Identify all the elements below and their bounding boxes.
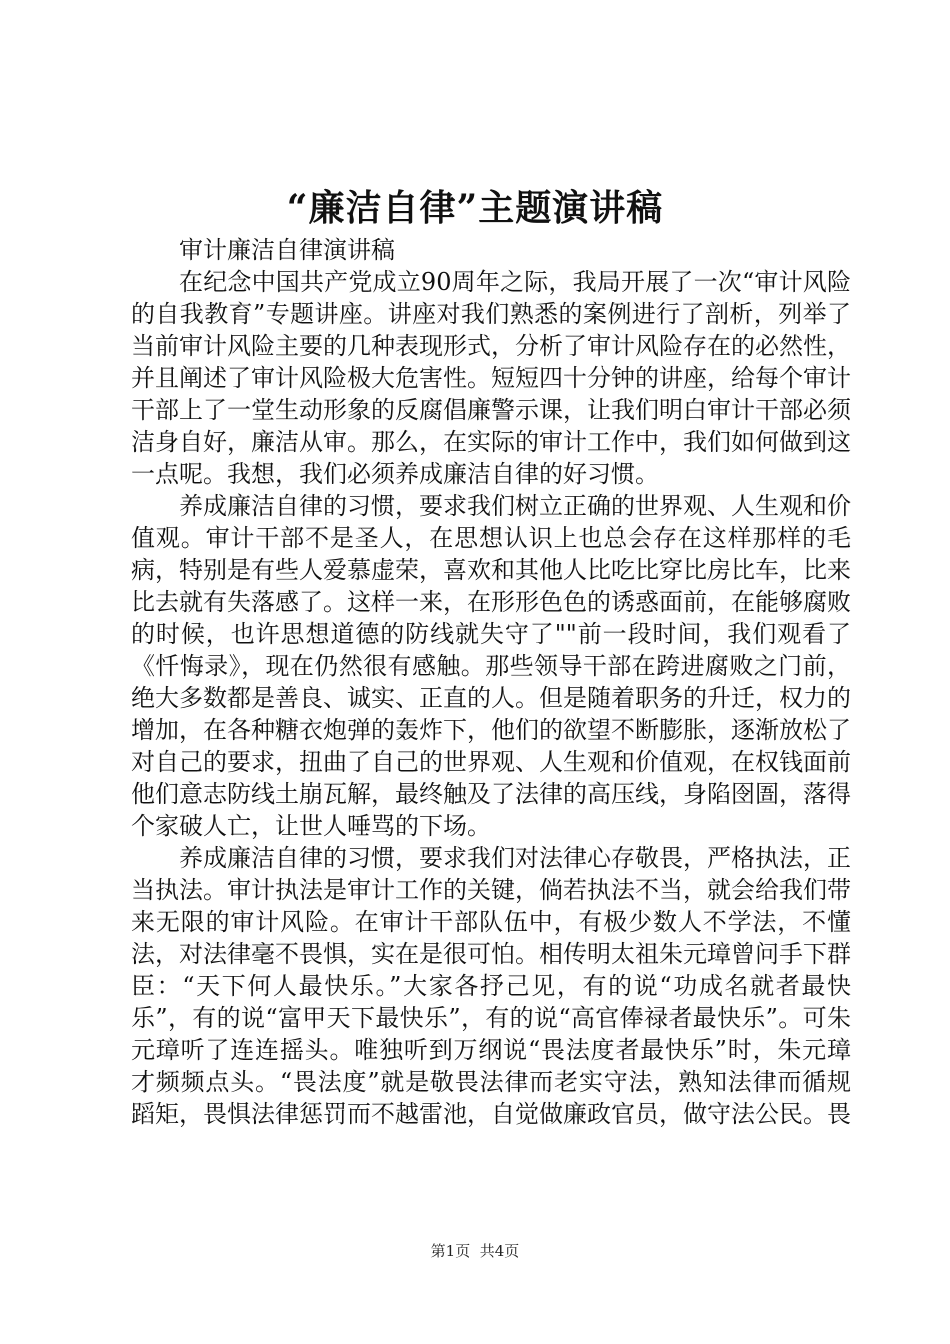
- paragraph: 养成廉洁自律的习惯，要求我们对法律心存敬畏，严格执法，正当执法。审计执法是审计工作的关键，倘若执法不当，就会给我们带来无限的审计风险。在审计干部队伍中，有极少数人不学法，不懂法，对法律毫不畏惧，实在是很可怕。相传明太祖朱元璋曾问手下群臣：“天下何人最快乐。”大家各抒己见，有的说“功成名就者最快乐”，有的说“富甲天下最快乐”，有的说“高官俸禄者最快乐”。可朱元璋听了连连摇头。唯独听到万纲说“畏法度者最快乐”时，朱元璋才频频点头。“畏法度”就是敬畏法律而老实守法，熟知法律而循规蹈矩，畏惧法律惩罚而不越雷池，自觉做廉政官员，做守法公民。畏: [131, 844, 851, 1128]
- document-title: “廉洁自律”主题演讲稿: [286, 187, 664, 229]
- page-total: 共4页: [479, 1242, 520, 1260]
- page-footer: [0, 1240, 950, 1262]
- paragraph-subtitle: 审计廉洁自律演讲稿: [179, 236, 395, 264]
- document-body: [131, 234, 851, 1130]
- paragraph: 在纪念中国共产党成立90周年之际，我局开展了一次“审计风险的自我教育”专题讲座。讲座对我们熟悉的案例进行了剖析，列举了当前审计风险主要的几种表现形式，分析了审计风险存在的必然性，并且阐述了审计风险极大危害性。短短四十分钟的讲座，给每个审计干部上了一堂生动形象的反腐倡廉警示课，让我们明白审计干部必须洁身自好，廉洁从审。那么，在实际的审计工作中，我们如何做到这一点呢。我想，我们必须养成廉洁自律的好习惯。: [131, 268, 851, 488]
- page-number: 第1页: [430, 1242, 471, 1260]
- paragraph: 养成廉洁自律的习惯，要求我们树立正确的世界观、人生观和价值观。审计干部不是圣人，在思想认识上也总会存在这样那样的毛病，特别是有些人爱慕虚荣，喜欢和其他人比吃比穿比房比车，比来比去就有失落感了。这样一来，在形形色色的诱惑面前，在能够腐败的时候，也许思想道德的防线就失守了""前一段时间，我们观看了《忏悔录》，现在仍然很有感触。那些领导干部在跨进腐败之门前，绝大多数都是善良、诚实、正直的人。但是随着职务的升迁，权力的增加，在各种糖衣炮弹的轰炸下，他们的欲望不断膨胀，逐渐放松了对自己的要求，扭曲了自己的世界观、人生观和价值观，在权钱面前他们意志防线土崩瓦解，最终触及了法律的高压线，身陷囹圄，落得个家破人亡，让世人唾骂的下场。: [131, 492, 851, 840]
